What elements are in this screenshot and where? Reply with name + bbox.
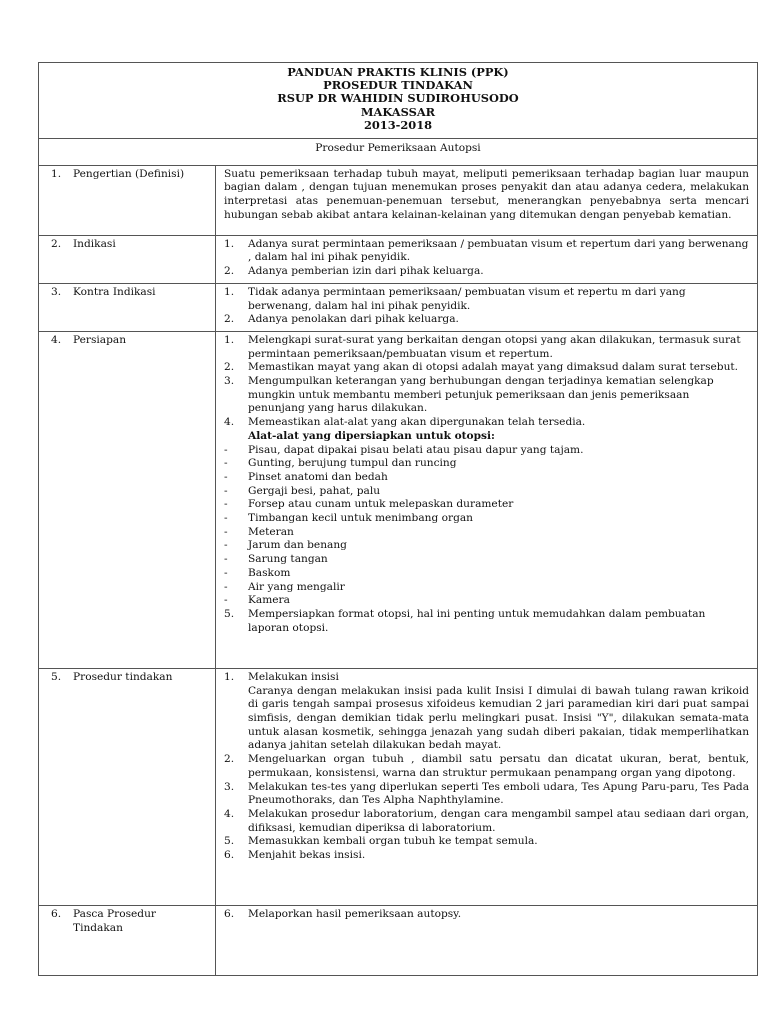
- section-label-cell: [39, 165, 216, 235]
- tool-item: - Meteran: [224, 525, 294, 538]
- list-item: 1. Tidak adanya permintaan pemeriksaan/ pembuatan visum et repertu m dari yang berwenang, dalam hal ini pihak penyidik.: [224, 285, 686, 312]
- section-label: Pengertian (Definisi): [73, 167, 185, 180]
- tool-item: - Sarung tangan: [224, 553, 328, 566]
- ppk-document: [38, 62, 757, 976]
- tool-item: - Pisau, dapat dipakai pisau belati atau pisau dapur yang tajam.: [224, 443, 584, 456]
- procedure-title: Prosedur Pemeriksaan Autopsi: [39, 139, 758, 166]
- section-content: [216, 235, 758, 283]
- tool-item: - Pinset anatomi dan bedah: [224, 470, 388, 483]
- list-item: 5. Mempersiapkan format otopsi, hal ini penting untuk memudahkan dalam pembuatan laporan otopsi.: [224, 608, 706, 634]
- header-line-4: MAKASSAR: [360, 104, 436, 119]
- preparation-list: [224, 334, 749, 444]
- section-label-cell: [39, 668, 216, 905]
- tool-item: - Kamera: [224, 594, 290, 607]
- section-row-contraindication: [39, 283, 758, 331]
- section-label: Kontra Indikasi: [73, 285, 156, 298]
- definition-text: Suatu pemeriksaan terhadap tubuh mayat, meliputi pemeriksaan terhadap bagian luar maupun bagian dalam , dengan tujuan menemukan proses penyakit dan atau adanya cedera, melakukan interpretasi atas penemuan-penemuan tersebut, menerangkan penyebabnya serta mencari hubungan sebab akibat antara kelainan-kelainan yang ditemukan dengan penyebab kematian.: [224, 167, 750, 221]
- tool-item: - Timbangan kecil untuk menimbang organ: [224, 512, 473, 525]
- section-label-cell: [39, 331, 216, 668]
- subtitle-row: [39, 139, 758, 166]
- section-label-cell: [39, 283, 216, 331]
- tools-heading: Alat-alat yang dipersiapkan untuk otopsi:: [248, 429, 495, 442]
- tool-item: - Jarum dan benang: [224, 539, 347, 552]
- list-item: 6. Menjahit bekas insisi.: [224, 849, 366, 862]
- list-item: 4. Melakukan prosedur laboratorium, dengan cara mengambil sampel atau sediaan dari organ, difiksasi, kemudian diperiksa di laboratorium.: [224, 807, 750, 834]
- tool-item: - Gergaji besi, pahat, palu: [224, 484, 381, 497]
- section-number: 5.: [51, 670, 62, 683]
- header-row: [39, 63, 758, 139]
- list-item: 5. Memasukkan kembali organ tubuh ke tempat semula.: [224, 835, 538, 848]
- section-content: [216, 165, 758, 235]
- ppk-table: [38, 62, 758, 976]
- contraindication-list: [224, 286, 749, 327]
- section-content: [216, 331, 758, 668]
- section-content: [216, 668, 758, 905]
- section-row-definition: [39, 165, 758, 235]
- section-label-cell: [39, 235, 216, 283]
- tool-item: - Baskom: [224, 566, 291, 579]
- document-header: [39, 63, 758, 139]
- header-line-2: PROSEDUR TINDAKAN: [323, 78, 473, 93]
- section-label: Prosedur tindakan: [73, 670, 173, 683]
- list-item: 2. Mengeluarkan organ tubuh , diambil satu persatu dan dicatat ukuran, berat, bentuk, permukaan, konsistensi, warna dan struktur permukaan penampang organ yang dipotong.: [224, 753, 750, 779]
- list-item: 6. Melaporkan hasil pemeriksaan autopsy.: [224, 907, 462, 920]
- tool-item: - Forsep atau cunam untuk melepaskan durameter: [224, 498, 514, 511]
- incision-description: Caranya dengan melakukan insisi pada kulit Insisi I dimulai di bawah tulang rawan krikoid di garis tengah sampai prosesus xifoideus kemudian 2 jari paramedian kiri dari puat sampai simfisis, dengan demikian tidak perlu melingkari pusat. Insisi "Y", dilakukan semata-mata untuk alasan kosmetik, sehingga jenazah yang sudah diberi pakaian, tidak memperlihatkan adanya jahitan setelah dilakukan bedah mayat.: [248, 684, 750, 752]
- section-label: Persiapan: [73, 333, 127, 346]
- section-number: 1.: [51, 167, 62, 180]
- header-line-1: PANDUAN PRAKTIS KLINIS (PPK): [287, 65, 509, 79]
- tool-item: - Gunting, berujung tumpul dan runcing: [224, 457, 457, 470]
- header-line-5: 2013-2018: [363, 117, 433, 132]
- list-item: 2. Adanya penolakan dari pihak keluarga.: [224, 313, 459, 326]
- section-row-preparation: [39, 331, 758, 668]
- section-number: 3.: [51, 285, 62, 298]
- list-item: 1. Melengkapi surat-surat yang berkaitan dengan otopsi yang akan dilakukan, termasuk surat permintaan pemeriksaan/pembuatan visum et repertum.: [224, 333, 741, 360]
- list-item: 1. Adanya surat permintaan pemeriksaan / pembuatan visum et repertum dari yang berwenang , dalam hal ini pihak penyidik.: [224, 237, 749, 264]
- section-label: Pasca Prosedur Tindakan: [73, 907, 156, 934]
- preparation-list-continued: [224, 608, 749, 635]
- section-row-indication: [39, 235, 758, 283]
- tool-item: - Air yang mengalir: [224, 580, 345, 593]
- section-number: 6.: [51, 907, 62, 920]
- indication-list: [224, 238, 749, 279]
- tools-list: [224, 444, 749, 608]
- section-content: [216, 905, 758, 975]
- list-item: 3. Melakukan tes-tes yang diperlukan seperti Tes emboli udara, Tes Apung Paru-paru, Tes Pada Pneumothoraks, dan Tes Alpha Naphthylamine.: [224, 780, 750, 807]
- list-item: 4. Memeastikan alat-alat yang akan dipergunakan telah tersedia. Alat-alat yang dipersiapkan untuk otopsi:: [224, 416, 749, 443]
- header-line-3: RSUP DR WAHIDIN SUDIROHUSODO: [277, 91, 519, 106]
- list-item: 2. Adanya pemberian izin dari pihak keluarga.: [224, 265, 484, 278]
- section-number: 2.: [51, 237, 62, 250]
- section-label: Indikasi: [73, 237, 116, 250]
- section-row-post-procedure: [39, 905, 758, 975]
- section-number: 4.: [51, 333, 62, 346]
- list-item: 1. Melakukan insisi Caranya dengan melakukan insisi pada kulit Insisi I dimulai di bawah tulang rawan krikoid di garis tengah sampai prosesus xifoideus kemudian 2 jari paramedian kiri dari puat sampai simfisis, dengan demikian tidak perlu melingkari pusat. Insisi "Y", dilakukan semata-mata untuk alasan kosmetik, sehingga jenazah yang sudah diberi pakaian, tidak memperlihatkan adanya jahitan setelah dilakukan bedah mayat.: [224, 670, 750, 752]
- procedure-list: [224, 671, 749, 863]
- section-label-cell: [39, 905, 216, 975]
- post-procedure-list: [224, 908, 749, 922]
- section-row-procedure: [39, 668, 758, 905]
- list-item: 3. Mengumpulkan keterangan yang berhubungan dengan terjadinya kematian selengkap mungkin untuk membantu memberi petunjuk pemeriksaan dan jenis pemeriksaan penunjang yang harus dilakukan.: [224, 375, 714, 415]
- section-content: [216, 283, 758, 331]
- list-item: 2. Memastikan mayat yang akan di otopsi adalah mayat yang dimaksud dalam surat tersebut.: [224, 361, 739, 374]
